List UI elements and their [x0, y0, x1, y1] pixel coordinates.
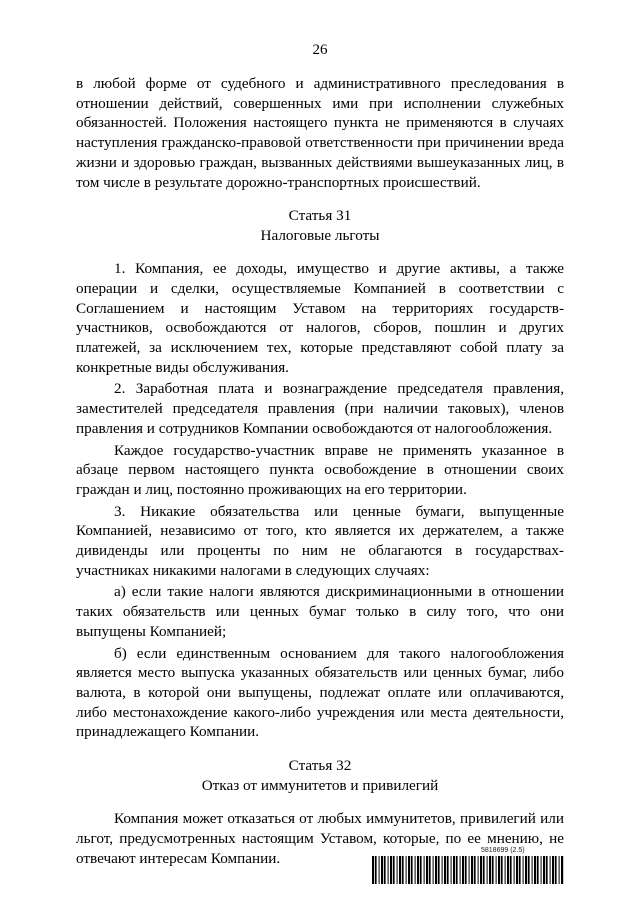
article-31-paragraph: 3. Никакие обязательства или ценные бумаги, выпущенные Компанией, независимо от того, кто является их держателем, а также дивиденды или проценты по ним не облагаются в государствах-участниках никакими налогами в следующих случаях: [76, 502, 564, 579]
page-number: 26 [312, 42, 328, 58]
article-32-title: Отказ от иммунитетов и привилегий [201, 776, 439, 794]
document-body [76, 74, 564, 868]
continuation-paragraph: в любой форме от судебного и административного преследования в отношении действий, совершенных ими при исполнении служебных обязанностей. Положения настоящего пункта не применяются в случаях наступления гражданско-правовой ответственности при причинении вреда жизни и здоровью граждан, вызванных действиями вышеуказанных лиц, в том числе в результате дорожно-транспортных происшествий. [76, 75, 564, 191]
article-31-title: Налоговые льготы [260, 226, 380, 244]
article-31-heading [76, 206, 564, 245]
article-31-number: Статья 31 [288, 207, 352, 225]
article-32-number: Статья 32 [288, 757, 352, 775]
article-31-paragraph: Каждое государство-участник вправе не применять указанное в абзаце первом настоящего пункта освобождение в отношении своих граждан и лиц, постоянно проживающих на его территории. [76, 441, 564, 498]
article-31-paragraph: а) если такие налоги являются дискриминационными в отношении таких обязательств или ценных бумаг только в силу того, что они выпущены Компанией; [76, 583, 564, 640]
barcode-icon [372, 856, 564, 884]
article-32-paragraph: Компания может отказаться от любых иммунитетов, привилегий или льгот, предусмотренных настоящим Уставом, которые, по ее мнению, не отвечают интересам Компании. [76, 810, 564, 867]
article-31-paragraph: б) если единственным основанием для такого налогообложения является место выпуска указанных обязательств или ценных бумаг, либо валюта, в которой они выпущены, подлежат оплате или оплачиваются, либо местонахождение какого-либо учреждения или места деятельности, принадлежащего Компании. [76, 644, 564, 741]
article-31-paragraph: 2. Заработная плата и вознаграждение председателя правления, заместителей председателя правления (при наличии таковых), членов правления и сотрудников Компании освобождаются от налогообложения. [76, 380, 564, 437]
document-code: 5818699 (2.5) [481, 847, 525, 854]
article-32-heading [76, 756, 564, 795]
article-31-paragraph: 1. Компания, ее доходы, имущество и другие активы, а также операции и сделки, осуществляемые Компанией в соответствии с Соглашением и настоящим Уставом на территориях государств-участников, освобождаются от налогов, сборов, пошлин и других платежей, за исключением тех, которые представляют собой плату за конкретные виды обслуживания. [76, 260, 564, 376]
